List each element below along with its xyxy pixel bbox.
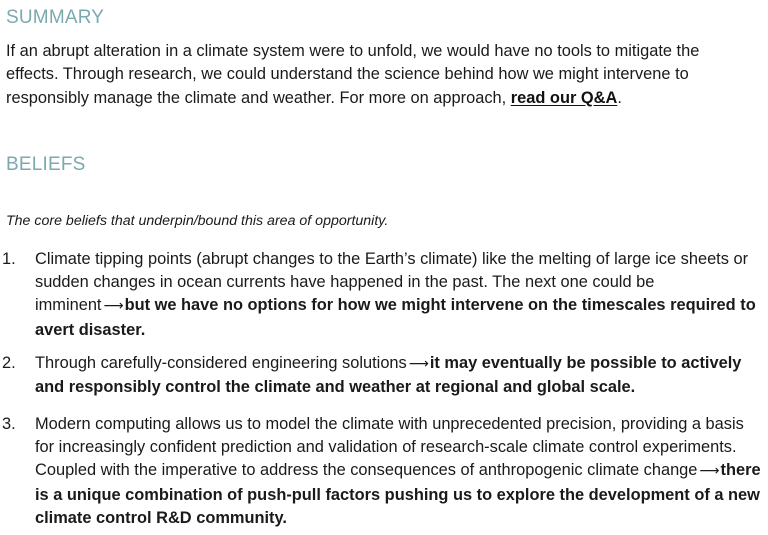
summary-heading: SUMMARY [6,7,105,28]
belief-number: 1. [2,250,16,268]
long-right-arrow-icon: ⟶ [103,298,123,315]
belief-item [0,352,762,399]
summary-text-end: . [617,88,622,107]
belief-bold-text: there is a unique combination of push-pull factors pushing us to explore the development of a new climate control R&D community. [35,461,761,527]
belief-regular-text: Modern computing allows us to model the climate with unprecedented precision, providing a basis for increasingly confident prediction and validation of research-scale climate control experiments. Coupled with the imperative to address the consequences of anthropogenic climate change [35,415,744,480]
belief-regular-text: Through carefully-considered engineering solutions [35,354,407,372]
long-right-arrow-icon: ⟶ [408,356,428,372]
summary-text: If an abrupt alteration in a climate system were to unfold, we would have no tools to mitigate the effects. Through research, we could understand the science behind how we might intervene to responsibly manage the climate and weather. For more on approach, [6,42,700,107]
belief-item [0,413,762,530]
long-right-arrow-icon: ⟶ [699,463,719,480]
belief-number: 3. [2,415,16,433]
belief-text [35,413,762,530]
belief-item [0,248,762,342]
belief-number: 2. [2,354,16,372]
beliefs-subtitle: The core beliefs that underpin/bound this area of opportunity. [6,213,389,229]
belief-text [35,248,762,342]
belief-bold-text: but we have no options for how we might intervene on the timescales required to avert disaster. [35,296,756,339]
beliefs-heading: BELIEFS [6,154,86,175]
read-qa-link[interactable]: read our Q&A [510,88,618,107]
summary-paragraph [6,40,746,110]
belief-text [35,352,762,399]
belief-regular-text: Climate tipping points (abrupt changes to the Earth’s climate) like the melting of large ice sheets or sudden changes in ocean currents have happened in the past. The next one could be imminent [35,250,749,315]
belief-bold-text: it may eventually be possible to actively and responsibly control the climate and weather at regional and global scale. [35,354,742,397]
